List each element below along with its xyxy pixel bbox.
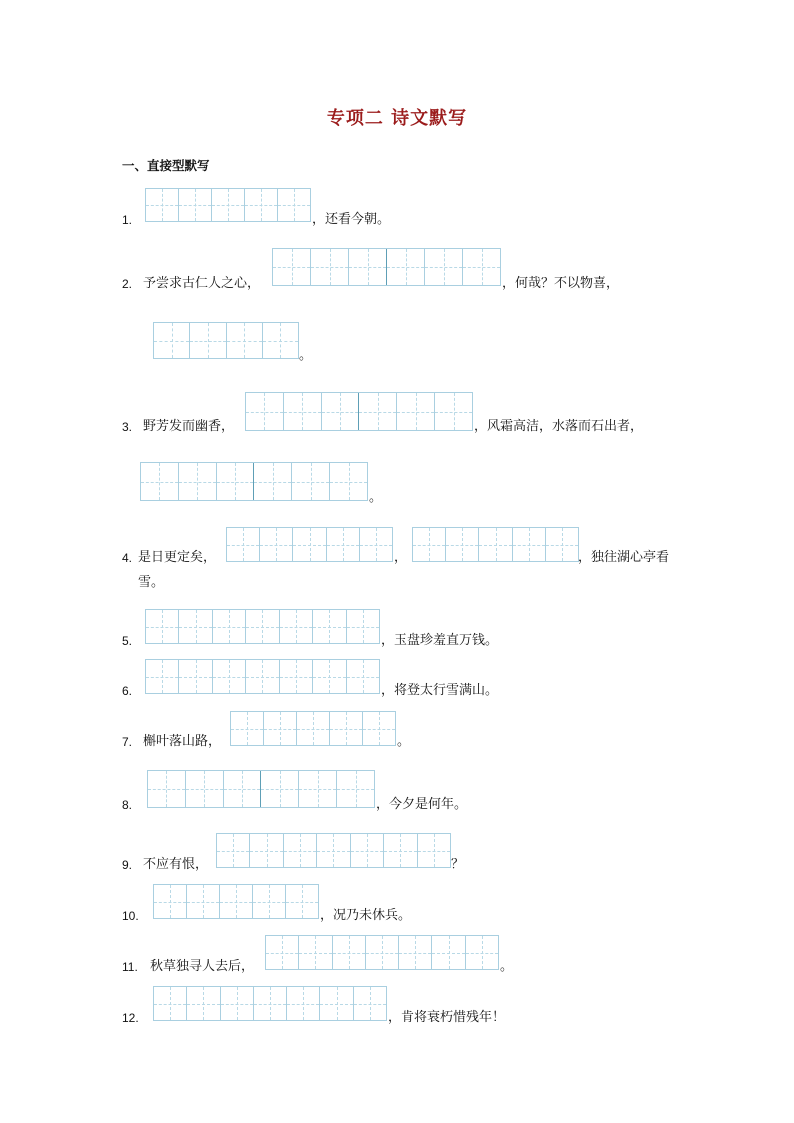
- answer-grid[interactable]: [145, 188, 311, 222]
- question-text: 。: [500, 959, 514, 974]
- answer-grid[interactable]: [145, 659, 380, 694]
- question-text: 不应有恨，: [143, 857, 209, 872]
- question-text: 。: [397, 734, 411, 749]
- question-number: 5.: [122, 634, 133, 648]
- question-text: 槲叶落山路，: [143, 734, 222, 749]
- question-text: ，玉盘珍羞直万钱。: [381, 633, 499, 648]
- answer-grid[interactable]: [145, 609, 380, 644]
- question-text: ，况乃未休兵。: [320, 908, 412, 923]
- question-number: 6.: [122, 684, 133, 698]
- question-number: 3.: [122, 420, 133, 434]
- answer-grid[interactable]: [245, 392, 473, 431]
- question-number: 7.: [122, 735, 133, 749]
- question-text: ，: [394, 550, 408, 565]
- answer-grid[interactable]: [230, 711, 396, 746]
- question-text: ，独往湖心亭看: [578, 550, 670, 565]
- question-number: 8.: [122, 798, 133, 812]
- question-text: 野芳发而幽香，: [143, 419, 235, 434]
- question-number: 10.: [122, 909, 139, 923]
- question-text: ，何哉？不以物喜，: [502, 276, 620, 291]
- answer-grid[interactable]: [153, 884, 319, 919]
- question-number: 12.: [122, 1011, 139, 1025]
- question-text: 。: [369, 490, 383, 505]
- question-number: 9.: [122, 858, 133, 872]
- answer-grid[interactable]: [272, 248, 501, 286]
- answer-grid[interactable]: [147, 770, 375, 808]
- question-number: 1.: [122, 213, 133, 227]
- answer-grid[interactable]: [412, 527, 579, 562]
- answer-grid[interactable]: [153, 322, 299, 359]
- answer-grid[interactable]: [216, 833, 451, 868]
- question-text: ，风霜高洁，水落而石出者，: [474, 419, 644, 434]
- question-text: 秋草独寻人去后，: [150, 959, 255, 974]
- question-text: ，还看今朝。: [312, 212, 391, 227]
- question-number: 11.: [122, 960, 138, 974]
- answer-grid[interactable]: [265, 935, 499, 970]
- question-text: ？: [451, 857, 465, 872]
- answer-grid[interactable]: [226, 527, 393, 562]
- question-text: ，今夕是何年。: [376, 797, 468, 812]
- question-text: 是日更定矣，: [138, 550, 217, 565]
- section-heading: 一、直接型默写: [122, 158, 210, 173]
- answer-grid[interactable]: [140, 462, 368, 501]
- question-text: ，将登太行雪满山。: [381, 683, 499, 698]
- question-number: 4.: [122, 551, 133, 565]
- question-text: 雪。: [138, 575, 165, 590]
- page-title: 专项二 诗文默写: [326, 108, 468, 129]
- question-text: 予尝求古仁人之心，: [143, 276, 261, 291]
- answer-grid[interactable]: [153, 986, 387, 1021]
- question-text: ，肯将衰朽惜残年！: [388, 1010, 506, 1025]
- question-text: 。: [299, 348, 313, 363]
- question-number: 2.: [122, 277, 133, 291]
